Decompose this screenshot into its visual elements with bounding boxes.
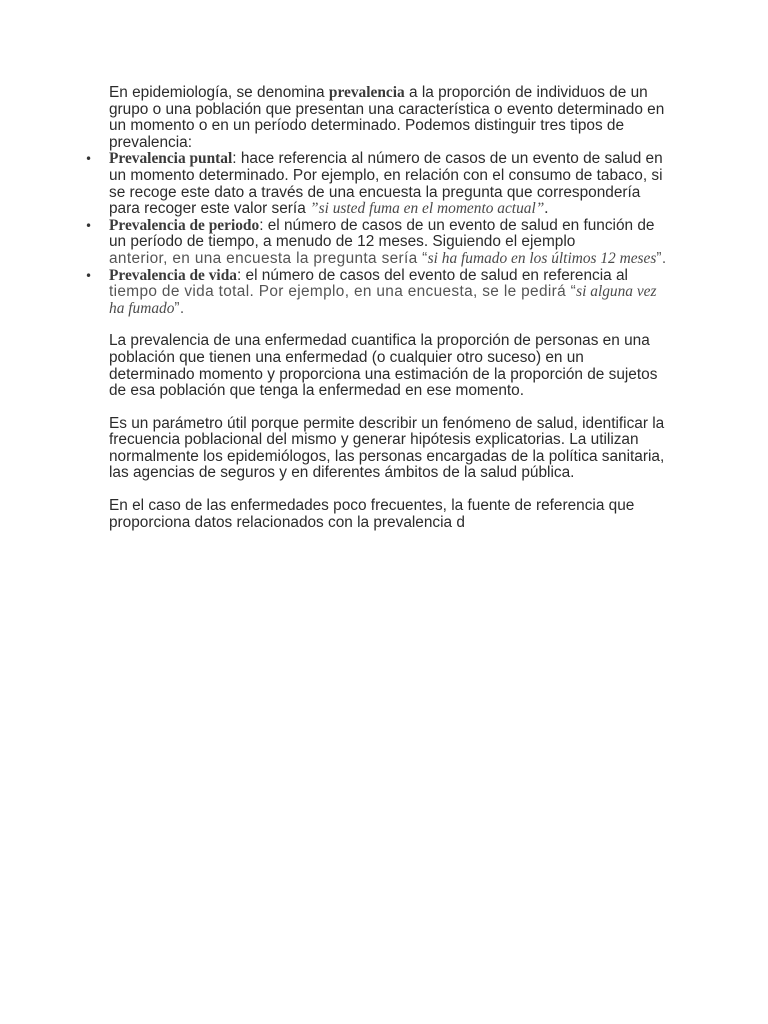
bullet-term: Prevalencia de periodo — [109, 216, 260, 234]
intro-text-end: a la proporción de individuos de un grupo o una población que presentan una característica o evento determinado en un momento o en un período determinado. Podemos distinguir tres tipos de prevalencia: — [109, 84, 665, 151]
bullet-tail: . — [544, 200, 549, 218]
bullet-text: : el número de casos de un evento de salud en función de un período de tiempo, a menudo de 12 meses. Siguiendo el ejemplo — [109, 216, 655, 251]
list-item-prevalencia-de-vida — [109, 268, 669, 318]
bullet-text: : el número de casos del evento de salud en referencia al — [236, 266, 628, 284]
list-item-prevalencia-puntal — [109, 151, 669, 217]
bullet-example-quote: ”si usted fuma en el momento actual” — [310, 200, 545, 218]
intro-text-start: En epidemiología, se denomina — [109, 84, 329, 101]
bullet-example-quote: si ha fumado en los últimos 12 meses — [427, 249, 657, 267]
bullet-example-quote: si alguna vez ha fumado — [109, 283, 657, 317]
prevalencia-term: prevalencia — [328, 84, 405, 101]
bullet-tail: ”. — [174, 299, 185, 317]
bullet-text-light: tiempo de vida total. Por ejemplo, en una encuesta, se le pedirá “ — [109, 283, 577, 301]
prevalence-types-list — [109, 151, 669, 317]
body-paragraph: La prevalencia de una enfermedad cuantifica la proporción de personas en una población que tienen una enfermedad (o cualquier otro suceso) en un determinado momento y proporciona una estimación de la proporción de sujetos de esa población que tenga la enfermedad en ese momento. — [109, 332, 658, 400]
bullet-term: Prevalencia de vida — [109, 266, 237, 284]
document-body — [109, 85, 669, 531]
bullet-text-light: anterior, en una encuesta la pregunta sería “ — [109, 249, 428, 267]
body-paragraph: Es un parámetro útil porque permite describir un fenómeno de salud, identificar la frecuencia poblacional del mismo y generar hipótesis explicatorias. La utilizan normalmente los epidemiólogos, las personas encargadas de la política sanitaria, las agencias de seguros y en diferentes ámbitos de la salud pública. — [109, 414, 665, 482]
bullet-text: : hace referencia al número de casos de un evento de salud en un momento determinado. Por ejemplo, en relación con el consumo de tabaco, si se recoge este dato a través de una encuesta la pregunta que correspondería para recoger este valor sería — [109, 150, 663, 218]
bullet-tail: ”. — [656, 249, 667, 267]
body-paragraph-truncated: En el caso de las enfermedades poco frecuentes, la fuente de referencia que proporciona datos relacionados con la prevalencia d — [109, 497, 635, 531]
intro-paragraph — [109, 85, 669, 151]
list-item-prevalencia-de-periodo — [109, 218, 669, 268]
bullet-term: Prevalencia puntal — [109, 150, 233, 168]
